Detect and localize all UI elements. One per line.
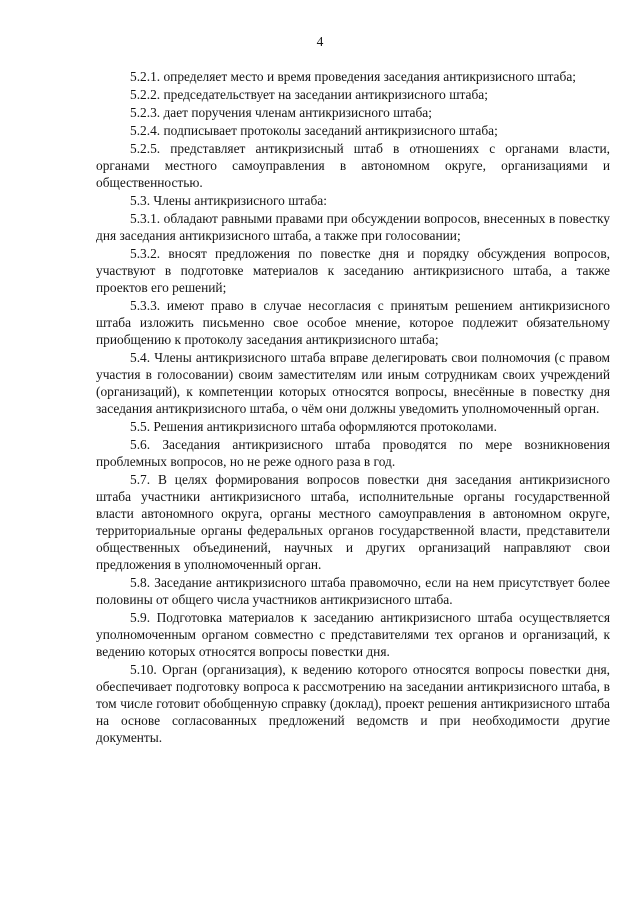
paragraph-5-9: 5.9. Подготовка материалов к заседанию антикризисного штаба осуществляется уполномоченным органом совместно с представителями тех органов и организаций, к ведению которых относятся вопросы повестки дня.: [96, 610, 610, 659]
page-number: 4: [316, 34, 324, 49]
paragraph-5-3-3: 5.3.3. имеют право в случае несогласия с принятым решением антикризисного штаба изложить письменно свое особое мнение, которое подлежит обязательному приобщению к протоколу заседания антикризисного штаба;: [96, 298, 610, 347]
paragraph-5-3-1: 5.3.1. обладают равными правами при обсуждении вопросов, внесенных в повестку дня заседания антикризисного штаба, а также при голосовании;: [96, 211, 610, 243]
paragraph-5-3-2: 5.3.2. вносят предложения по повестке дня и порядку обсуждения вопросов, участвуют в подготовке материалов к заседанию антикризисного штаба, а также проектов его решений;: [96, 246, 610, 295]
paragraph-5-7: 5.7. В целях формирования вопросов повестки дня заседания антикризисного штаба участники антикризисного штаба, исполнительные органы государственной власти автономного округа, органы местного самоуправления в автономном округе, территориальные органы федеральных органов государственной власти, представители общественных объединений, научных и других организаций направляют свои предложения в уполномоченный орган.: [96, 472, 610, 572]
document-body: [96, 68, 610, 747]
paragraph-5-5: 5.5. Решения антикризисного штаба оформляются протоколами.: [130, 419, 497, 434]
paragraph-5-10: 5.10. Орган (организация), к ведению которого относятся вопросы повестки дня, обеспечивает подготовку вопроса к рассмотрению на заседании антикризисного штаба, в том числе готовит обобщенную справку (доклад), проект решения антикризисного штаба на основе согласованных предложений ведомств и при необходимости другие документы.: [96, 662, 610, 745]
paragraph-5-2-5: 5.2.5. представляет антикризисный штаб в отношениях с органами власти, органами местного самоуправления в автономном округе, организациями и общественностью.: [96, 141, 610, 190]
paragraph-5-4: 5.4. Члены антикризисного штаба вправе делегировать свои полномочия (с правом участия в голосовании) своим заместителям или иным сотрудникам своих учреждений (организаций), к компетенции которых относятся вопросы, внесённые в повестку дня заседания антикризисного штаба, о чём они должны уведомить уполномоченный орган.: [96, 350, 610, 416]
paragraph-5-6: 5.6. Заседания антикризисного штаба проводятся по мере возникновения проблемных вопросов, но не реже одного раза в год.: [96, 437, 610, 469]
paragraph-5-2-4: 5.2.4. подписывает протоколы заседаний антикризисного штаба;: [130, 123, 498, 138]
paragraph-5-2-3: 5.2.3. дает поручения членам антикризисного штаба;: [130, 105, 432, 120]
paragraph-5-8: 5.8. Заседание антикризисного штаба правомочно, если на нем присутствует более половины от общего числа участников антикризисного штаба.: [96, 575, 610, 607]
paragraph-5-2-1: 5.2.1. определяет место и время проведения заседания антикризисного штаба;: [130, 69, 576, 84]
paragraph-5-2-2: 5.2.2. председательствует на заседании антикризисного штаба;: [130, 87, 488, 102]
paragraph-5-3: 5.3. Члены антикризисного штаба:: [130, 193, 327, 208]
